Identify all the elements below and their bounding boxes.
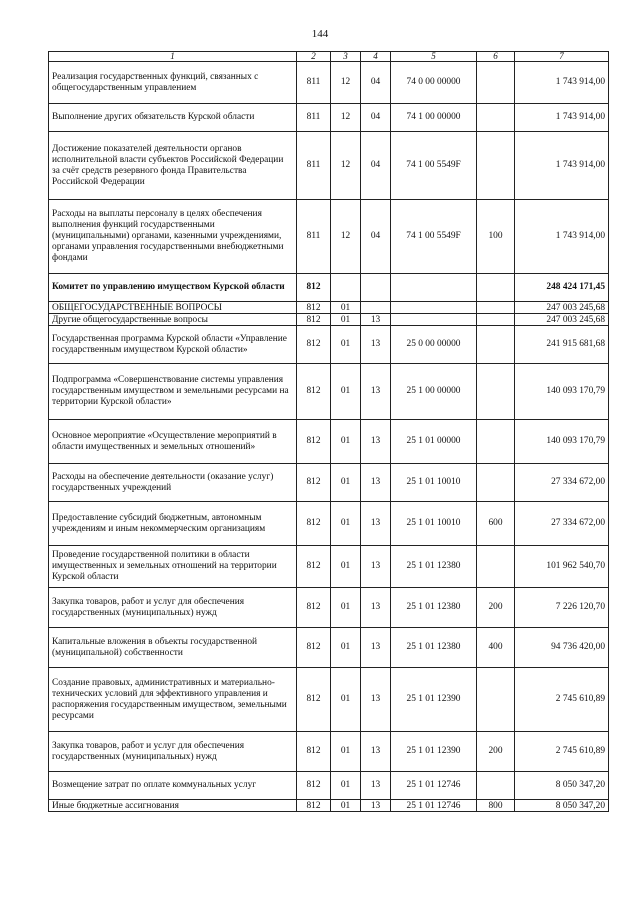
target-article-code: 74 1 00 5549F [391,200,477,274]
table-row [49,628,609,668]
expense-type-code [477,314,515,326]
column-header: 5 [391,52,477,62]
target-article-code: 74 1 00 00000 [391,104,477,132]
target-article-code: 25 1 01 12380 [391,628,477,668]
expense-type-code: 400 [477,628,515,668]
target-article-code: 25 1 01 00000 [391,420,477,464]
table-row [49,200,609,274]
table-row [49,274,609,302]
target-article-code: 25 1 01 12390 [391,732,477,772]
ministry-code: 812 [297,588,331,628]
row-label: Другие общегосударственные вопросы [49,314,297,326]
budget-table [48,51,609,812]
table-row [49,546,609,588]
table-row [49,772,609,800]
amount: 8 050 347,20 [515,772,609,800]
target-article-code: 25 1 01 10010 [391,464,477,502]
section-code: 12 [331,200,361,274]
table-row [49,104,609,132]
row-label: Создание правовых, административных и материально-технических условий для эффективного управления и распоряжения государственным имуществом, земельными ресурсами [49,668,297,732]
ministry-code: 812 [297,314,331,326]
table-row [49,364,609,420]
target-article-code [391,274,477,302]
expense-type-code [477,326,515,364]
subsection-code: 13 [361,502,391,546]
section-code [331,274,361,302]
target-article-code: 25 1 01 10010 [391,502,477,546]
section-code: 01 [331,800,361,812]
amount: 27 334 672,00 [515,464,609,502]
amount: 101 962 540,70 [515,546,609,588]
amount: 1 743 914,00 [515,132,609,200]
ministry-code: 811 [297,104,331,132]
ministry-code: 812 [297,302,331,314]
subsection-code: 13 [361,588,391,628]
column-header: 2 [297,52,331,62]
target-article-code: 74 1 00 5549F [391,132,477,200]
section-code: 01 [331,668,361,732]
amount: 27 334 672,00 [515,502,609,546]
expense-type-code: 800 [477,800,515,812]
subsection-code: 13 [361,364,391,420]
row-label: Подпрограмма «Совершенствование системы управления государственным имуществом и земельными ресурсами на территории Курской области» [49,364,297,420]
amount: 140 093 170,79 [515,420,609,464]
table-row [49,302,609,314]
subsection-code: 13 [361,546,391,588]
expense-type-code: 200 [477,732,515,772]
page-number: 144 [311,28,329,40]
section-code: 01 [331,464,361,502]
target-article-code [391,302,477,314]
column-header: 3 [331,52,361,62]
target-article-code [391,314,477,326]
expense-type-code [477,546,515,588]
subsection-code: 13 [361,464,391,502]
row-label: Комитет по управлению имуществом Курской области [49,274,297,302]
expense-type-code [477,274,515,302]
subsection-code: 13 [361,420,391,464]
ministry-code: 812 [297,502,331,546]
section-code: 01 [331,302,361,314]
amount: 247 003 245,68 [515,302,609,314]
ministry-code: 812 [297,628,331,668]
table-row [49,326,609,364]
column-header: 6 [477,52,515,62]
section-code: 12 [331,62,361,104]
row-label: Проведение государственной политики в области имущественных и земельных отношений на территории Курской области [49,546,297,588]
amount: 247 003 245,68 [515,314,609,326]
subsection-code: 13 [361,326,391,364]
ministry-code: 811 [297,62,331,104]
target-article-code: 25 1 01 12380 [391,588,477,628]
section-code: 01 [331,546,361,588]
expense-type-code: 100 [477,200,515,274]
ministry-code: 812 [297,732,331,772]
subsection-code: 13 [361,732,391,772]
row-label: Выполнение других обязательств Курской области [49,104,297,132]
ministry-code: 812 [297,274,331,302]
table-row [49,588,609,628]
column-header: 4 [361,52,391,62]
expense-type-code: 600 [477,502,515,546]
expense-type-code [477,464,515,502]
target-article-code: 25 0 00 00000 [391,326,477,364]
subsection-code: 13 [361,314,391,326]
subsection-code: 13 [361,668,391,732]
table-row [49,464,609,502]
expense-type-code [477,772,515,800]
section-code: 01 [331,588,361,628]
subsection-code [361,302,391,314]
amount: 1 743 914,00 [515,200,609,274]
amount: 2 745 610,89 [515,732,609,772]
subsection-code [361,274,391,302]
section-code: 01 [331,772,361,800]
row-label: Предоставление субсидий бюджетным, автономным учреждениям и иным некоммерческим организациям [49,502,297,546]
expense-type-code [477,104,515,132]
table-row [49,420,609,464]
section-code: 01 [331,420,361,464]
row-label: Основное мероприятие «Осуществление мероприятий в области имущественных и земельных отношений» [49,420,297,464]
expense-type-code [477,62,515,104]
subsection-code: 04 [361,200,391,274]
section-code: 12 [331,104,361,132]
subsection-code: 04 [361,62,391,104]
amount: 1 743 914,00 [515,104,609,132]
amount: 8 050 347,20 [515,800,609,812]
column-header-row [49,52,609,62]
subsection-code: 04 [361,104,391,132]
table-row [49,314,609,326]
ministry-code: 812 [297,668,331,732]
row-label: Капитальные вложения в объекты государственной (муниципальной) собственности [49,628,297,668]
subsection-code: 13 [361,772,391,800]
section-code: 01 [331,326,361,364]
section-code: 01 [331,502,361,546]
subsection-code: 04 [361,132,391,200]
expense-type-code [477,302,515,314]
amount: 94 736 420,00 [515,628,609,668]
section-code: 01 [331,314,361,326]
row-label: ОБЩЕГОСУДАРСТВЕННЫЕ ВОПРОСЫ [49,302,297,314]
table-row [49,800,609,812]
row-label: Иные бюджетные ассигнования [49,800,297,812]
target-article-code: 25 1 01 12746 [391,800,477,812]
row-label: Достижение показателей деятельности органов исполнительной власти субъектов Российской Федерации за счёт средств резервного фонда Правительства Российской Федерации [49,132,297,200]
target-article-code: 74 0 00 00000 [391,62,477,104]
ministry-code: 812 [297,800,331,812]
target-article-code: 25 1 00 00000 [391,364,477,420]
amount: 1 743 914,00 [515,62,609,104]
amount: 140 093 170,79 [515,364,609,420]
row-label: Государственная программа Курской области «Управление государственным имуществом Курской области» [49,326,297,364]
table-row [49,502,609,546]
ministry-code: 812 [297,772,331,800]
row-label: Расходы на выплаты персоналу в целях обеспечения выполнения функций государственными (муниципальными) органами, казенными учреждениями, органами управления государственными внебюджетными фондами [49,200,297,274]
expense-type-code [477,668,515,732]
row-label: Возмещение затрат по оплате коммунальных услуг [49,772,297,800]
ministry-code: 812 [297,420,331,464]
subsection-code: 13 [361,800,391,812]
amount: 2 745 610,89 [515,668,609,732]
amount: 248 424 171,45 [515,274,609,302]
column-header: 7 [515,52,609,62]
row-label: Расходы на обеспечение деятельности (оказание услуг) государственных учреждений [49,464,297,502]
table-row [49,732,609,772]
row-label: Закупка товаров, работ и услуг для обеспечения государственных (муниципальных) нужд [49,588,297,628]
ministry-code: 811 [297,132,331,200]
section-code: 01 [331,732,361,772]
column-header: 1 [49,52,297,62]
table-row [49,132,609,200]
expense-type-code: 200 [477,588,515,628]
ministry-code: 812 [297,464,331,502]
section-code: 12 [331,132,361,200]
expense-type-code [477,364,515,420]
target-article-code: 25 1 01 12380 [391,546,477,588]
amount: 241 915 681,68 [515,326,609,364]
row-label: Реализация государственных функций, связанных с общегосударственным управлением [49,62,297,104]
row-label: Закупка товаров, работ и услуг для обеспечения государственных (муниципальных) нужд [49,732,297,772]
expense-type-code [477,420,515,464]
amount: 7 226 120,70 [515,588,609,628]
ministry-code: 811 [297,200,331,274]
expense-type-code [477,132,515,200]
ministry-code: 812 [297,546,331,588]
subsection-code: 13 [361,628,391,668]
target-article-code: 25 1 01 12390 [391,668,477,732]
ministry-code: 812 [297,364,331,420]
section-code: 01 [331,628,361,668]
section-code: 01 [331,364,361,420]
table-row [49,668,609,732]
table-row [49,62,609,104]
ministry-code: 812 [297,326,331,364]
target-article-code: 25 1 01 12746 [391,772,477,800]
